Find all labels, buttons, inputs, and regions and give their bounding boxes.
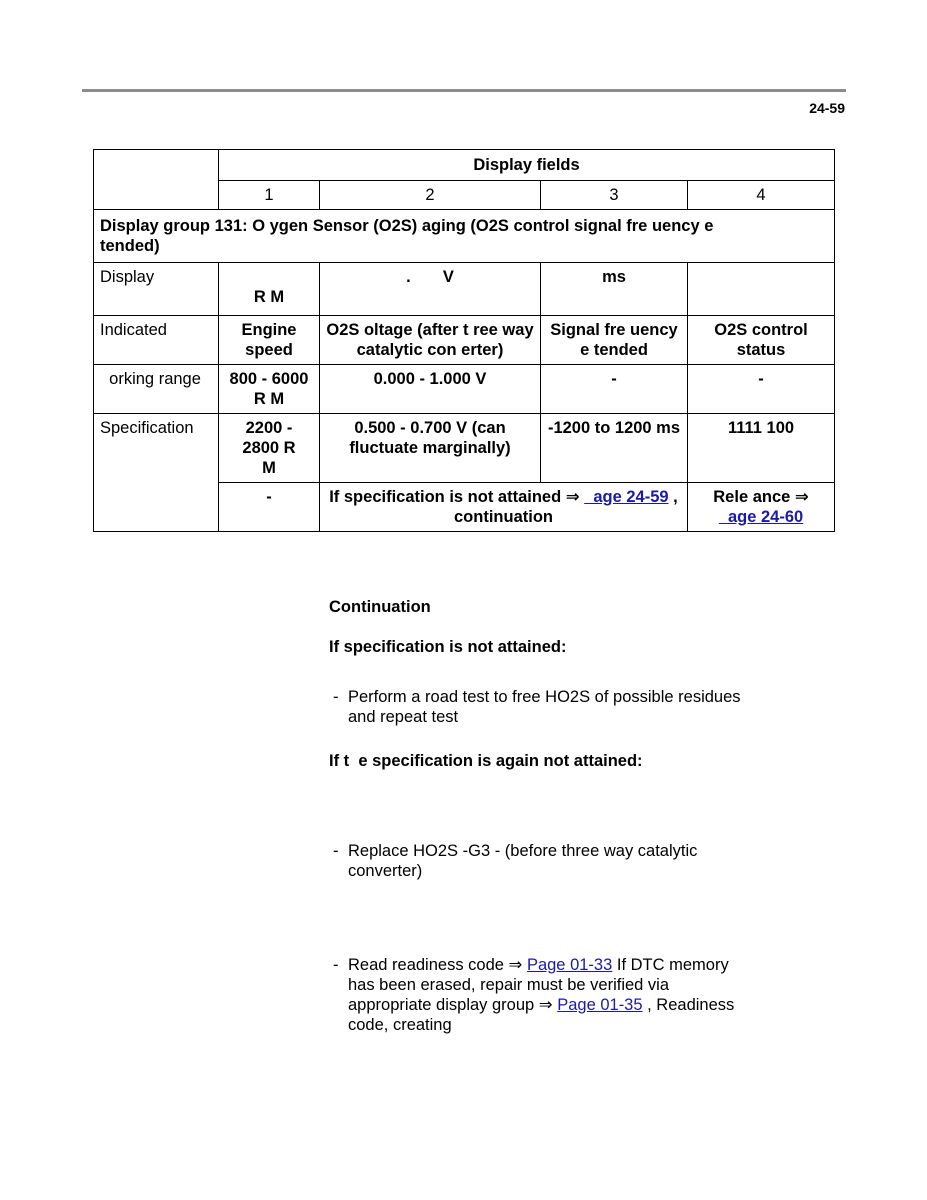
- action-relevance-text: Rele ance ⇒: [713, 488, 809, 506]
- header-rule: [82, 89, 846, 92]
- table-header-row: [94, 150, 835, 181]
- display-unit-blank: [688, 263, 835, 316]
- page-number: 24-59: [809, 100, 845, 116]
- readiness-suffix-text: , Readiness code, creating: [348, 996, 735, 1034]
- action-relevance-cell: [688, 483, 835, 532]
- display-fields-table: [93, 149, 835, 532]
- readiness-middle-text: If DTC memory has been erased, repair must be verified via appropriate display group ⇒: [348, 956, 729, 1014]
- indicated-engine-speed: Engine speed: [219, 316, 320, 365]
- action-not-attained-cell: [320, 483, 688, 532]
- display-unit-volts: . V: [320, 263, 541, 316]
- indicated-o2s-status: O2S control status: [688, 316, 835, 365]
- action-not-attained-text: If specification is not attained ⇒: [329, 488, 580, 506]
- row-label-display: Display: [94, 263, 219, 316]
- working-range-rpm: 800 - 6000 R M: [219, 365, 320, 414]
- column-number-1: 1: [219, 181, 320, 210]
- link-page-24-59[interactable]: age 24-59: [584, 488, 669, 506]
- row-label-indicated: Indicated: [94, 316, 219, 365]
- again-not-attained-heading: If t e specification is again not attained:: [329, 752, 643, 770]
- table-row: [94, 365, 835, 414]
- row-label-specification: Specification: [94, 414, 219, 532]
- action-dash: -: [219, 483, 320, 532]
- spec-status: 1111 100: [688, 414, 835, 483]
- step-road-test: [329, 687, 748, 727]
- step-replace-ho2s: [329, 841, 763, 881]
- step-readiness-code: [329, 955, 748, 1035]
- spec-rpm: 2200 - 2800 R M: [219, 414, 320, 483]
- display-fields-heading: Display fields: [219, 150, 835, 181]
- header-blank-cell: [94, 150, 219, 210]
- group-title-row: [94, 210, 835, 263]
- display-group-title: Display group 131: O ygen Sensor (O2S) aging (O2S control signal fre uency e tended): [94, 210, 835, 263]
- step-replace-ho2s-text: Replace HO2S -G3 - (before three way catalytic converter): [348, 842, 698, 880]
- working-range-voltage: 0.000 - 1.000 V: [320, 365, 541, 414]
- link-page-01-35[interactable]: Page 01-35: [557, 996, 643, 1014]
- table-row: [94, 263, 835, 316]
- column-number-3: 3: [541, 181, 688, 210]
- bullet-dash: -: [333, 842, 339, 860]
- row-label-working-range: orking range: [94, 365, 219, 414]
- link-page-01-33[interactable]: Page 01-33: [526, 956, 613, 974]
- continuation-heading: Continuation: [329, 598, 431, 616]
- working-range-frequency: -: [541, 365, 688, 414]
- table-row: [94, 414, 835, 483]
- column-number-2: 2: [320, 181, 541, 210]
- indicated-signal-frequency: Signal fre uency e tended: [541, 316, 688, 365]
- column-number-4: 4: [688, 181, 835, 210]
- step-road-test-text: Perform a road test to free HO2S of possible residues and repeat test: [348, 688, 741, 726]
- action-continuation-text: , continuation: [454, 488, 678, 526]
- link-page-24-60[interactable]: age 24-60: [718, 508, 804, 526]
- working-range-status: -: [688, 365, 835, 414]
- bullet-dash: -: [333, 956, 339, 974]
- indicated-o2s-voltage: O2S oltage (after t ree way catalytic con erter): [320, 316, 541, 365]
- display-unit-ms: ms: [541, 263, 688, 316]
- spec-frequency: -1200 to 1200 ms: [541, 414, 688, 483]
- bullet-dash: -: [333, 688, 339, 706]
- display-unit-rpm: R M: [219, 263, 320, 316]
- spec-voltage: 0.500 - 0.700 V (can fluctuate marginally): [320, 414, 541, 483]
- table-row: [94, 316, 835, 365]
- not-attained-heading: If specification is not attained:: [329, 638, 567, 656]
- readiness-prefix-text: Read readiness code ⇒: [348, 956, 523, 974]
